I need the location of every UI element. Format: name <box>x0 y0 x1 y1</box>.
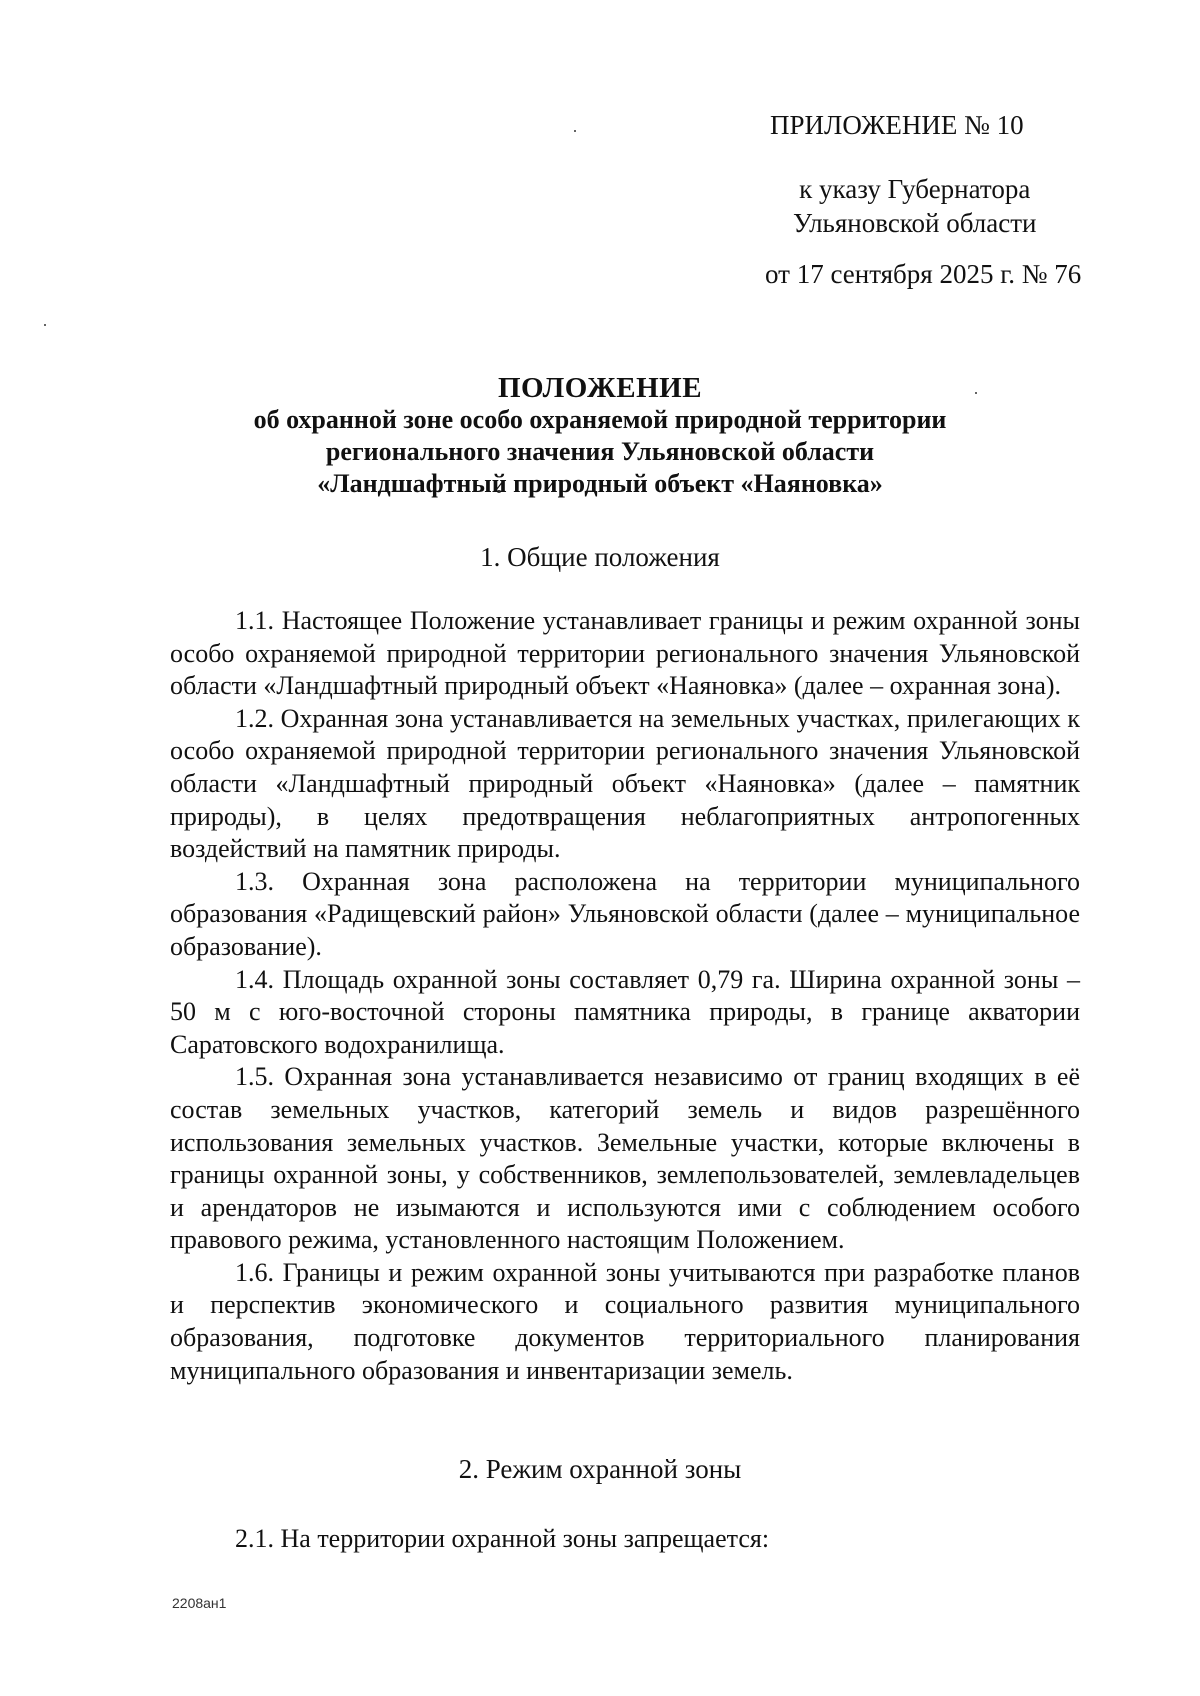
paragraph: 1.6. Границы и режим охранной зоны учитываются при разработке планов и перспектив экономического и социального развития муниципального образования, подготовке документов территориального планирования муниципального образования и инвентаризации земель. <box>170 1257 1080 1385</box>
document-title <box>140 372 1060 500</box>
section-body <box>170 1523 1080 1556</box>
title-line-1: об охранной зоне особо охраняемой природной территории <box>253 405 947 434</box>
decree-date: от 17 сентября 2025 г. № 76 <box>765 259 1082 289</box>
paragraph: 2.1. На территории охранной зоны запрещается: <box>235 1524 770 1553</box>
paragraph: 1.5. Охранная зона устанавливается независимо от границ входящих в её состав земельных участков, категорий земель и видов разрешённого использования земельных участков. Земельные участки, которые включены в границы охранной зоны, у собственников, землепользователей, землевладельцев и арендаторов не изымаются и используются ими с соблюдением особого правового режима, установленного настоящим Положением. <box>170 1062 1080 1255</box>
section-heading: 2. Режим охранной зоны <box>458 1454 742 1484</box>
title-main: ПОЛОЖЕНИЕ <box>497 372 703 404</box>
section-body <box>170 605 1080 1387</box>
decree-line-2: Ульяновской области <box>793 208 1037 238</box>
scan-speck <box>574 130 576 132</box>
scan-speck <box>44 324 46 326</box>
decree-line-1: к указу Губернатора <box>799 174 1031 204</box>
section-heading: 1. Общие положения <box>480 542 720 572</box>
document-code: 2208ан1 <box>172 1595 227 1611</box>
paragraph: 1.4. Площадь охранной зоны составляет 0,79 га. Ширина охранной зоны – 50 м с юго-восточной стороны памятника природы, в границе акватории Саратовского водохранилища. <box>170 964 1080 1059</box>
title-line-3: «Ландшафтный природный объект «Наяновка» <box>317 469 883 498</box>
paragraph: 1.1. Настоящее Положение устанавливает границы и режим охранной зоны особо охраняемой природной территории регионального значения Ульяновской области «Ландшафтный природный объект «Наяновка» (далее – охранная зона). <box>170 606 1080 701</box>
title-line-2: регионального значения Ульяновской области <box>325 437 875 466</box>
appendix-title: ПРИЛОЖЕНИЕ № 10 <box>770 110 1024 140</box>
decree-reference <box>793 172 1037 240</box>
paragraph: 1.2. Охранная зона устанавливается на земельных участках, прилегающих к особо охраняемой природной территории регионального значения Ульяновской области «Ландшафтный природный объект «Наяновка» (далее – памятник природы), в целях предотвращения неблагоприятных антропогенных воздействий на памятник природы. <box>170 703 1080 864</box>
paragraph: 1.3. Охранная зона расположена на территории муниципального образования «Радищевский район» Ульяновской области (далее – муниципальное образование). <box>170 866 1080 961</box>
